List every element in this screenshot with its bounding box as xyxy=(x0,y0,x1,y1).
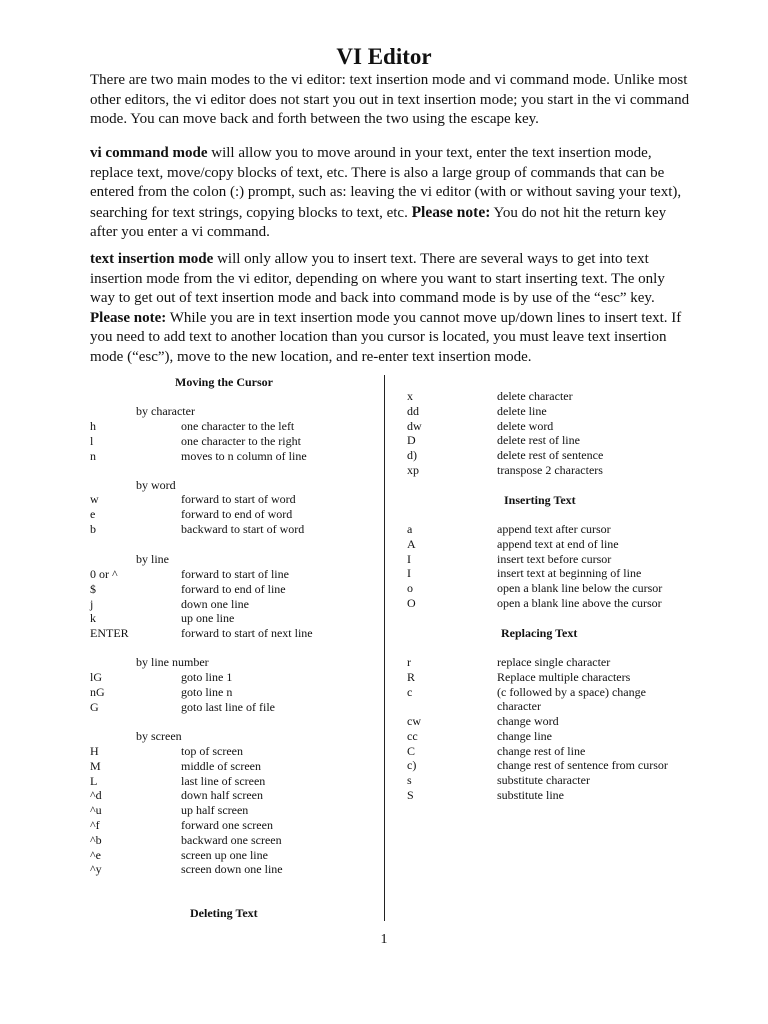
command-description: backward one screen xyxy=(181,832,282,847)
command-key: o xyxy=(407,581,413,596)
command-description: Replace multiple characters xyxy=(497,669,631,684)
replacing-text-heading: Replacing Text xyxy=(501,626,578,640)
command-mode-paragraph xyxy=(90,144,690,243)
command-key: s xyxy=(407,773,412,788)
command-key: h xyxy=(90,419,96,433)
command-description: forward one screen xyxy=(181,818,273,832)
command-row xyxy=(90,759,380,774)
command-key: ^b xyxy=(90,832,102,847)
command-row xyxy=(407,433,707,448)
command-description: delete rest of sentence xyxy=(497,448,604,463)
command-description: forward to end of line xyxy=(181,581,286,596)
command-row xyxy=(407,670,707,685)
command-row xyxy=(407,699,707,714)
command-key: ENTER xyxy=(90,626,129,641)
command-key: j xyxy=(90,596,94,611)
command-description: append text after cursor xyxy=(497,522,611,536)
command-description: substitute character xyxy=(497,773,590,788)
insertion-mode-note: While you are in text insertion mode you cannot move up/down lines to insert text. If you need to add text to another location than you cursor is located, you must leave text insertion mode (“esc”), move to the new location, and re-enter text insertion mode. xyxy=(90,309,682,365)
command-description: middle of screen xyxy=(181,758,261,773)
please-note-label: Please note: xyxy=(90,309,167,326)
command-description: forward to start of next line xyxy=(181,626,313,641)
command-row xyxy=(407,419,707,434)
command-row xyxy=(90,833,380,848)
command-key: r xyxy=(407,655,411,669)
command-row xyxy=(90,670,380,685)
command-description: character xyxy=(497,699,541,714)
command-description: screen up one line xyxy=(181,847,268,862)
command-description: one character to the left xyxy=(181,419,295,433)
command-row xyxy=(90,611,380,626)
command-row xyxy=(407,685,707,700)
command-key: e xyxy=(90,506,96,521)
command-description: last line of screen xyxy=(181,773,266,788)
command-description: goto line n xyxy=(181,684,233,699)
command-row xyxy=(407,537,707,552)
command-description: change rest of sentence from cursor xyxy=(497,758,668,773)
command-key: O xyxy=(407,596,416,610)
command-mode-term: vi command mode xyxy=(90,145,208,161)
command-key: l xyxy=(90,433,94,448)
command-description: open a blank line above the cursor xyxy=(497,596,662,610)
command-row xyxy=(407,596,707,611)
command-row xyxy=(90,862,380,877)
command-row xyxy=(407,773,707,788)
command-description: forward to end of word xyxy=(181,506,293,521)
command-row xyxy=(407,758,707,773)
command-key: x xyxy=(407,389,413,403)
command-key: c) xyxy=(407,758,417,773)
command-key: G xyxy=(90,699,99,714)
command-description: forward to start of word xyxy=(181,492,296,506)
command-row xyxy=(90,597,380,612)
command-key: ^y xyxy=(90,862,102,877)
command-row xyxy=(90,507,380,522)
command-row xyxy=(90,434,380,449)
command-row xyxy=(407,655,707,670)
command-description: change rest of line xyxy=(497,743,586,758)
command-description: delete word xyxy=(497,418,554,433)
command-key: n xyxy=(90,448,96,463)
command-description: open a blank line below the cursor xyxy=(497,581,663,596)
command-row xyxy=(407,581,707,596)
command-description: (c followed by a space) change xyxy=(497,684,646,699)
command-description: delete line xyxy=(497,403,547,418)
command-row xyxy=(407,404,707,419)
command-key: xp xyxy=(407,463,419,477)
command-description: screen down one line xyxy=(181,862,283,877)
command-key: ^f xyxy=(90,818,100,832)
command-key: a xyxy=(407,522,413,536)
command-mode-text: will allow you to move around in your text, enter the text insertion mode, replace text, move/copy blocks of text, etc. There is also a large group of commands that can be entered from the colon (:) prompt, such as: leaving the vi editor (with or without saving your text), searching for text strings, copying blocks to text, etc. xyxy=(90,145,682,221)
page-number: 1 xyxy=(380,932,388,947)
command-key: w xyxy=(90,492,99,506)
command-row xyxy=(90,419,380,434)
command-key: d) xyxy=(407,448,417,463)
command-key: dw xyxy=(407,418,422,433)
command-key: k xyxy=(90,611,96,626)
command-row xyxy=(407,788,707,803)
command-key: L xyxy=(90,773,98,788)
command-key: cw xyxy=(407,714,421,728)
command-row xyxy=(90,567,380,582)
command-row xyxy=(90,522,380,537)
command-row xyxy=(90,626,380,641)
command-key: R xyxy=(407,669,416,684)
command-key: S xyxy=(407,788,414,802)
command-key: A xyxy=(407,536,416,551)
command-description: goto last line of file xyxy=(181,699,275,714)
command-row xyxy=(90,803,380,818)
command-description: transpose 2 characters xyxy=(497,463,603,477)
group-by-screen: by screen xyxy=(136,729,182,743)
command-description: forward to start of line xyxy=(181,567,289,581)
command-key: $ xyxy=(90,581,96,596)
moving-cursor-heading: Moving the Cursor xyxy=(175,375,273,389)
page-title: VI Editor xyxy=(336,44,432,69)
command-key: ^u xyxy=(90,803,102,818)
command-key: b xyxy=(90,521,96,536)
command-description: delete rest of line xyxy=(497,433,580,448)
command-row xyxy=(407,389,707,404)
group-by-line: by line xyxy=(136,552,169,566)
command-row xyxy=(90,848,380,863)
command-description: goto line 1 xyxy=(181,670,233,684)
command-key: I xyxy=(407,551,411,566)
insertion-mode-paragraph xyxy=(90,250,690,367)
command-description: one character to the right xyxy=(181,433,301,448)
command-key: C xyxy=(407,743,416,758)
command-row xyxy=(407,729,707,744)
command-key: cc xyxy=(407,728,418,743)
command-row xyxy=(407,714,707,729)
group-by-word: by word xyxy=(136,478,176,492)
command-key: 0 or ^ xyxy=(90,567,118,581)
command-row xyxy=(407,463,707,478)
command-description: insert text before cursor xyxy=(497,551,612,566)
group-by-line-number: by line number xyxy=(136,655,209,669)
command-description: up half screen xyxy=(181,803,249,818)
command-key: H xyxy=(90,744,99,758)
deleting-text-heading: Deleting Text xyxy=(190,906,258,920)
command-description: delete character xyxy=(497,389,573,403)
command-description: down half screen xyxy=(181,788,263,803)
command-row xyxy=(90,818,380,833)
command-key: c xyxy=(407,684,413,699)
command-row xyxy=(407,744,707,759)
command-row xyxy=(407,522,707,537)
command-row xyxy=(407,448,707,463)
command-description: down one line xyxy=(181,596,249,611)
command-key: nG xyxy=(90,684,105,699)
group-by-character: by character xyxy=(136,404,195,418)
command-key: M xyxy=(90,758,101,773)
command-description: append text at end of line xyxy=(497,536,619,551)
command-description: insert text at beginning of line xyxy=(497,566,642,581)
command-key: D xyxy=(407,433,416,448)
command-row xyxy=(90,449,380,464)
insertion-mode-text: will only allow you to insert text. There are several ways to get into text insertion mode from the vi editor, depending on where you want to start inserting text. The only way to get out of text insertion mode and back into command mode is by use of the “esc” key. xyxy=(90,251,665,306)
command-key: ^e xyxy=(90,847,101,862)
command-row xyxy=(90,492,380,507)
command-key: ^d xyxy=(90,788,102,803)
command-row xyxy=(90,774,380,789)
command-row xyxy=(90,685,380,700)
inserting-text-heading: Inserting Text xyxy=(504,493,576,507)
please-note-label: Please note: xyxy=(411,203,491,221)
command-row xyxy=(90,700,380,715)
command-description: change word xyxy=(497,714,559,728)
command-row xyxy=(90,788,380,803)
command-key: lG xyxy=(90,670,102,684)
command-description: substitute line xyxy=(497,788,564,802)
command-description: replace single character xyxy=(497,655,611,669)
command-row xyxy=(90,744,380,759)
command-description: top of screen xyxy=(181,744,243,758)
command-row xyxy=(90,582,380,597)
command-description: moves to n column of line xyxy=(181,448,307,463)
command-mode-note: You do not hit the return key after you enter a vi command. xyxy=(90,204,667,240)
insertion-mode-term: text insertion mode xyxy=(90,251,214,267)
command-key: I xyxy=(407,566,411,581)
intro-paragraph: There are two main modes to the vi editor: text insertion mode and vi command mode. Unlike most other editors, the vi editor does not start you out in text insertion mode; you start in the vi command mode. You can move back and forth between the two using the escape key. xyxy=(90,72,690,127)
command-row xyxy=(407,566,707,581)
command-description: backward to start of word xyxy=(181,521,305,536)
command-key: dd xyxy=(407,403,419,418)
command-description: change line xyxy=(497,728,552,743)
command-description: up one line xyxy=(181,611,235,626)
command-row xyxy=(407,552,707,567)
column-divider xyxy=(384,375,385,921)
